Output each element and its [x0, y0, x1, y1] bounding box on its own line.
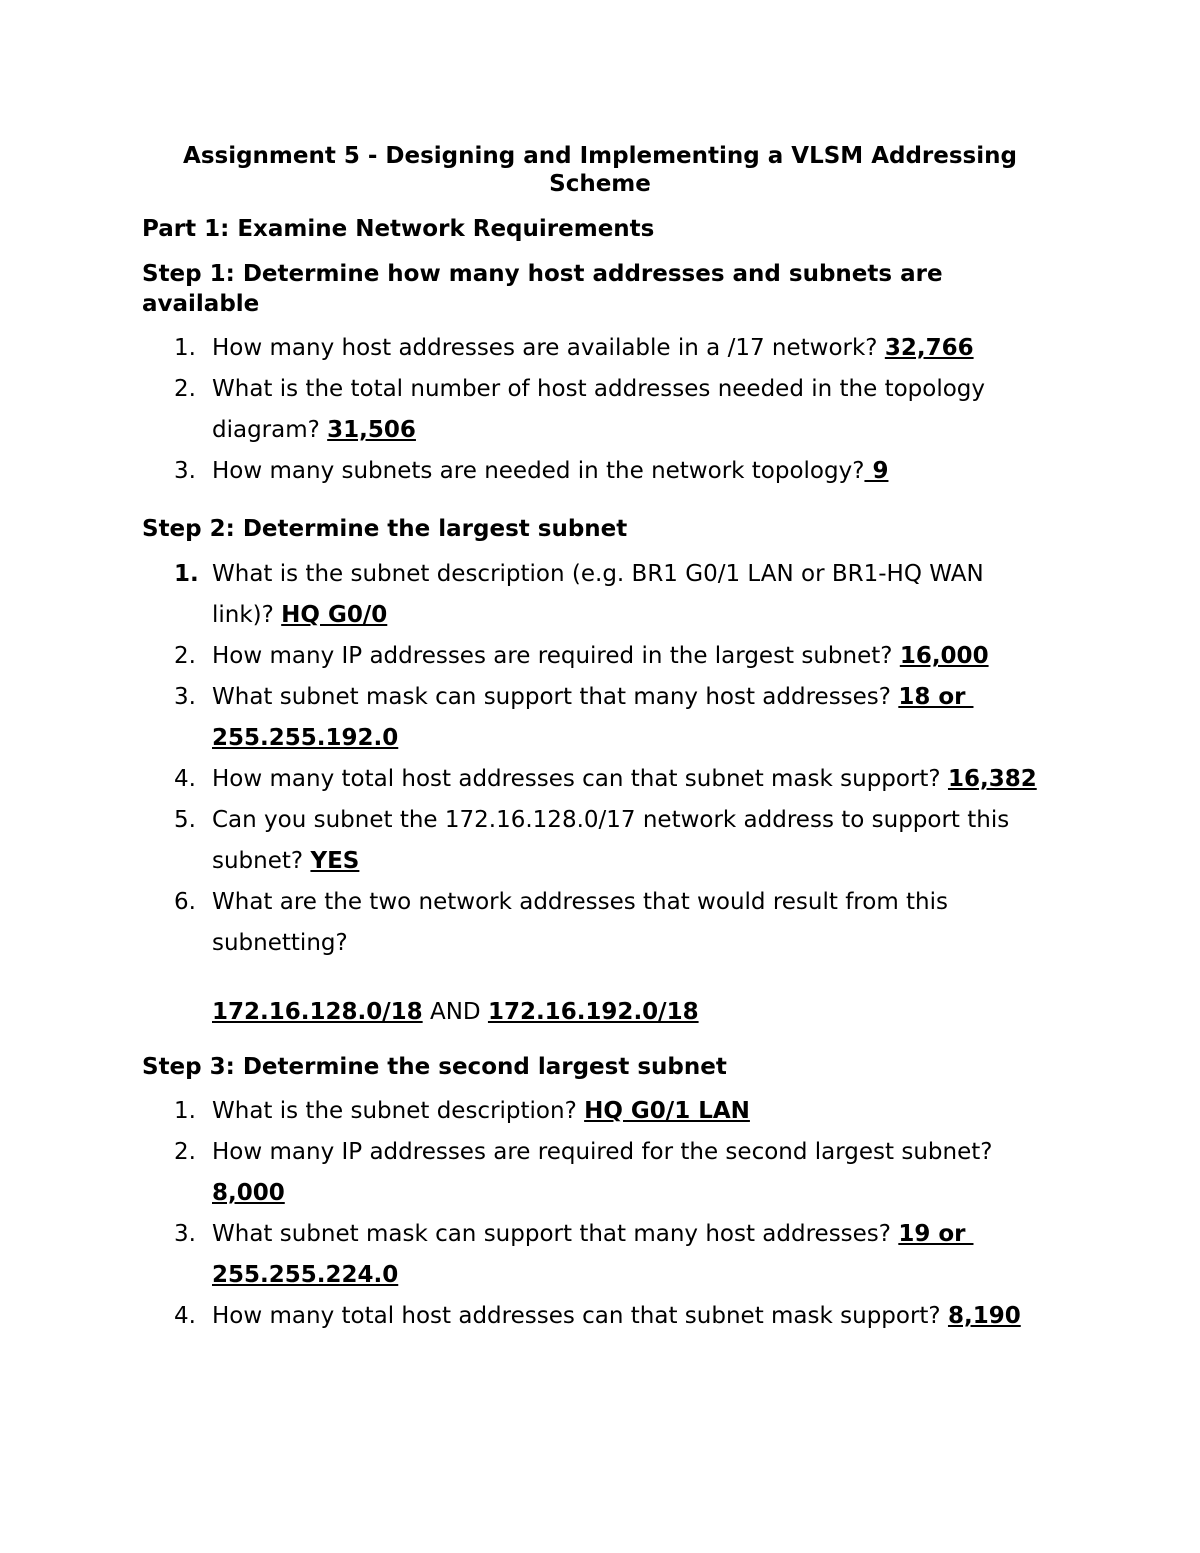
- step2-question-3: [174, 677, 1074, 759]
- answer-text: 255.255.224.0: [212, 1262, 399, 1288]
- title-line-1: Assignment 5 - Designing and Implementing a VLSM Addressing: [183, 143, 1017, 169]
- step1-question-1: [174, 328, 1074, 369]
- step2-heading: Step 2: Determine the largest subnet: [142, 516, 628, 542]
- step1-heading-line-2: available: [142, 291, 260, 317]
- question-text: What is the subnet description (e.g. BR1 G0/1 LAN or BR1-HQ WAN: [212, 561, 984, 587]
- question-text: How many total host addresses can that subnet mask support?: [212, 1303, 948, 1329]
- result-network-2: 172.16.192.0/18: [487, 999, 699, 1025]
- question-text: How many IP addresses are required in the largest subnet?: [212, 643, 900, 669]
- question-text: subnetting?: [212, 930, 348, 956]
- list-number: 1.: [174, 561, 199, 587]
- step3-question-1: [174, 1091, 1074, 1132]
- question-text: link)?: [212, 602, 282, 628]
- answer-text: 32,766: [884, 335, 974, 361]
- answer-text: HQ G0/0: [281, 602, 388, 628]
- question-text: What is the subnet description?: [212, 1098, 585, 1124]
- answer-text: HQ G0/1 LAN: [584, 1098, 750, 1124]
- result-network-1: 172.16.128.0/18: [212, 999, 423, 1025]
- answer-text: 255.255.192.0: [212, 725, 399, 751]
- step2-question-2: [174, 636, 1074, 677]
- step3-question-3: [174, 1214, 1074, 1296]
- answer-text: 19 or: [898, 1221, 974, 1247]
- list-number: 4.: [174, 1303, 196, 1329]
- document-title: [140, 142, 1060, 198]
- list-number: 3.: [174, 1221, 196, 1247]
- list-number: 4.: [174, 766, 196, 792]
- question-text: subnet?: [212, 848, 311, 874]
- list-number: 3.: [174, 684, 196, 710]
- question-text: How many total host addresses can that subnet mask support?: [212, 766, 948, 792]
- answer-text: 16,000: [899, 643, 989, 669]
- question-text: diagram?: [212, 417, 328, 443]
- list-number: 2.: [174, 643, 196, 669]
- list-number: 1.: [174, 335, 196, 361]
- list-number: 5.: [174, 807, 196, 833]
- answer-text: 31,506: [327, 417, 416, 443]
- step2-question-6: [174, 882, 1074, 964]
- list-number: 1.: [174, 1098, 196, 1124]
- step1-heading: [142, 259, 1022, 319]
- part1-heading: Part 1: Examine Network Requirements: [142, 216, 655, 242]
- list-number: 6.: [174, 889, 196, 915]
- step2-question-1: [174, 554, 1074, 636]
- title-line-2: Scheme: [549, 171, 651, 197]
- step2-question-4: [174, 759, 1074, 800]
- question-text: How many IP addresses are required for the second largest subnet?: [212, 1139, 993, 1165]
- answer-text: 16,382: [947, 766, 1037, 792]
- question-text: How many subnets are needed in the network topology?: [212, 458, 865, 484]
- list-number: 3.: [174, 458, 196, 484]
- step2-result-networks: [212, 997, 699, 1027]
- answer-text: 9: [864, 458, 889, 484]
- question-text: What are the two network addresses that would result from this: [212, 889, 948, 915]
- step1-question-2: [174, 369, 1074, 451]
- step3-question-2: [174, 1132, 1074, 1214]
- answer-text: YES: [310, 848, 360, 874]
- answer-text: 8,000: [212, 1180, 285, 1206]
- answer-text: 18 or: [898, 684, 974, 710]
- step3-heading: Step 3: Determine the second largest subnet: [142, 1054, 727, 1080]
- list-number: 2.: [174, 1139, 196, 1165]
- step1-question-3: [174, 451, 1074, 492]
- question-text: What is the total number of host addresses needed in the topology: [212, 376, 986, 402]
- question-text: Can you subnet the 172.16.128.0/17 network address to support this: [212, 807, 1010, 833]
- question-text: How many host addresses are available in a /17 network?: [212, 335, 885, 361]
- result-connector: AND: [422, 999, 488, 1025]
- answer-text: 8,190: [947, 1303, 1021, 1329]
- question-text: What subnet mask can support that many host addresses?: [212, 684, 899, 710]
- question-text: What subnet mask can support that many host addresses?: [212, 1221, 899, 1247]
- step3-question-4: [174, 1296, 1074, 1337]
- step2-question-5: [174, 800, 1074, 882]
- step1-heading-line-1: Step 1: Determine how many host addresses and subnets are: [142, 261, 943, 287]
- list-number: 2.: [174, 376, 196, 402]
